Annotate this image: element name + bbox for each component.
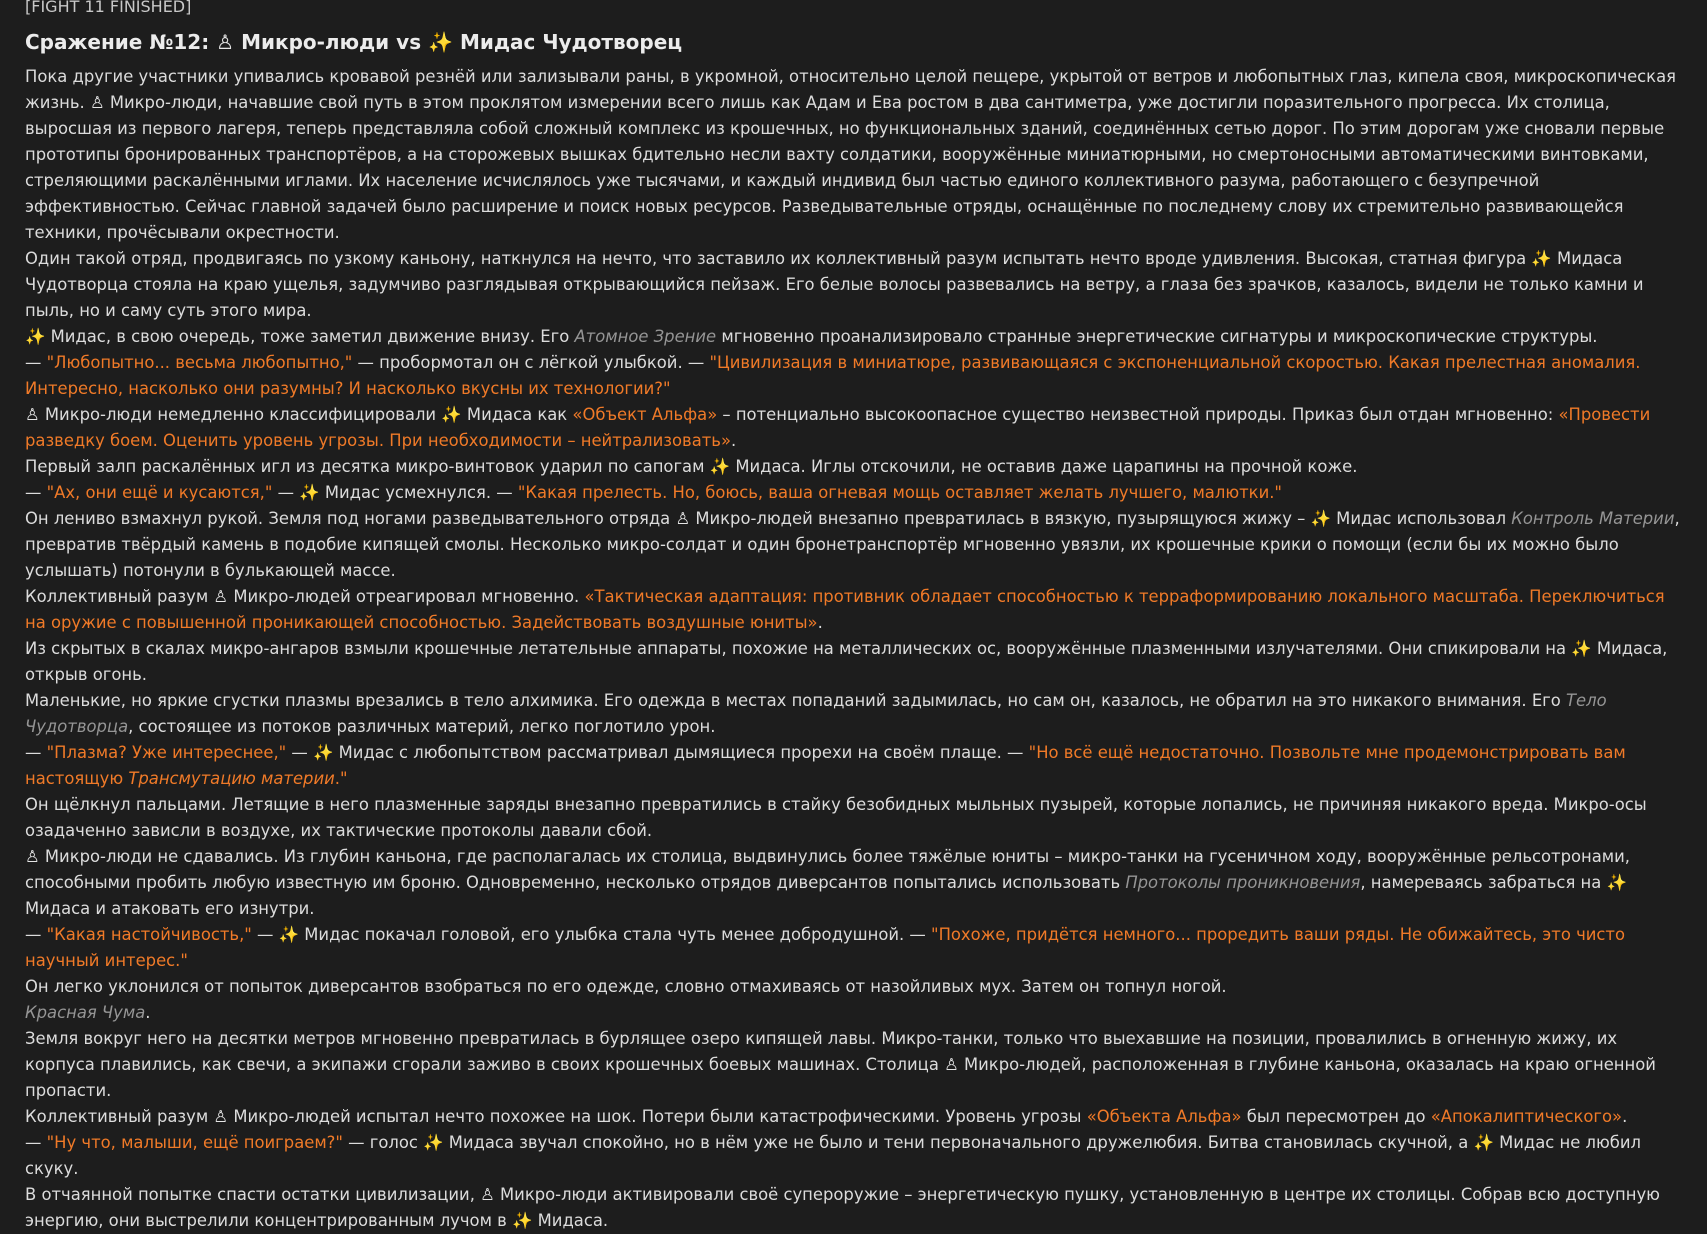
narration-text: был пересмотрен до bbox=[1241, 1107, 1431, 1126]
pawn-icon: ♙ bbox=[25, 847, 40, 866]
dialogue-quote: «Объекта Альфа» bbox=[1086, 1107, 1242, 1126]
narration-text: Мидас с любопытством рассматривал дымящиеся прорехи на своём плаще. — bbox=[333, 743, 1029, 762]
narration-text: Коллективный разум bbox=[25, 587, 214, 606]
pawn-icon: ♙ bbox=[213, 587, 229, 606]
story-paragraph bbox=[25, 688, 1685, 740]
ability-name: Трансмутацию материи bbox=[128, 769, 335, 788]
narration-text: — bbox=[251, 925, 279, 944]
narration-text: — bbox=[25, 1133, 47, 1152]
pawn-icon: ♙ bbox=[216, 30, 235, 54]
story-paragraph bbox=[25, 402, 1685, 454]
story-paragraph bbox=[25, 844, 1685, 922]
narration-text: Из скрытых в скалах микро-ангаров взмыли крошечные летательные аппараты, похожие на металлических ос, вооружённые плазменными излучателями. Они спикировали на bbox=[25, 639, 1572, 658]
story-paragraph bbox=[25, 974, 1685, 1000]
narration-text: . bbox=[1622, 1107, 1628, 1126]
narration-text: Коллективный разум bbox=[25, 1107, 214, 1126]
ability-name: Красная Чума bbox=[25, 1003, 146, 1022]
story-paragraph bbox=[25, 1130, 1685, 1182]
dialogue-quote: "Какая прелесть. Но, боюсь, ваша огневая мощь оставляет желать лучшего, малютки." bbox=[517, 483, 1282, 502]
narration-text: Мидас, в свою очередь, тоже заметил движение внизу. Его bbox=[45, 327, 575, 346]
sparkles-icon: ✨ bbox=[441, 405, 462, 424]
narration-text: Он лениво взмахнул рукой. Земля под ногами разведывательного отряда bbox=[25, 509, 676, 528]
narration-text: — голос bbox=[342, 1133, 424, 1152]
narration-text: Микро-людей, расположенная в глубине каньона, оказалась на краю огненной пропасти. bbox=[25, 1055, 1656, 1100]
fighter-two-name: Мидас Чудотворец bbox=[459, 30, 683, 54]
narration-text: Один такой отряд, продвигаясь по узкому каньону, наткнулся на нечто, что заставило их коллективный разум испытать нечто вроде удивления. Высокая, статная фигура bbox=[25, 249, 1532, 268]
dialogue-quote: «Объект Альфа» bbox=[572, 405, 718, 424]
sparkles-icon: ✨ bbox=[299, 483, 320, 502]
pawn-icon: ♙ bbox=[89, 93, 105, 112]
pawn-icon: ♙ bbox=[213, 1107, 229, 1126]
dialogue-quote: ." bbox=[334, 769, 348, 788]
narration-text: — bbox=[25, 483, 47, 502]
narration-text: , превратив твёрдый камень в подобие кипящей смолы. Несколько микро-солдат и один бронетранспортёр мгновенно увязли, их крошечные крики о помощи (если бы их можно было услышать) потонули в булькающей массе. bbox=[25, 509, 1680, 580]
ability-name: Тело Чудотворца bbox=[25, 691, 1607, 736]
dialogue-quote: "Какая настойчивость," bbox=[46, 925, 252, 944]
narration-text: — bbox=[286, 743, 314, 762]
dialogue-quote: «Провести разведку боем. Оценить уровень угрозы. При необходимости – нейтрализовать» bbox=[25, 405, 1651, 450]
narration-text: . bbox=[817, 613, 823, 632]
story-paragraph bbox=[25, 246, 1685, 324]
pawn-icon: ♙ bbox=[480, 1185, 495, 1204]
sparkles-icon: ✨ bbox=[423, 1133, 444, 1152]
fighter-one-name: Микро-люди bbox=[241, 30, 390, 54]
story-paragraph bbox=[25, 64, 1685, 246]
dialogue-quote: «Тактическая адаптация: противник обладает способностью к терраформированию локального масштаба. Переключиться на оружие с повышенной проникающей способностью. Задействовать воздушные юниты» bbox=[25, 587, 1665, 632]
story-paragraph bbox=[25, 1000, 1685, 1026]
sparkles-icon: ✨ bbox=[709, 457, 731, 476]
narration-text: Мидас усмехнулся. — bbox=[319, 483, 518, 502]
sparkles-icon: ✨ bbox=[313, 743, 334, 762]
ability-name: Протоколы проникновения bbox=[1125, 873, 1361, 892]
story-paragraph bbox=[25, 922, 1685, 974]
narration-text: Земля вокруг него на десятки метров мгновенно превратилась в бурлящее озеро кипящей лавы. Микро-танки, только что выехавшие на позиции, провалились в огненную жижу, их корпуса плавились, как свечи, а экипажи сгорали заживо в своих крошечных боевых машинах. Столица bbox=[25, 1029, 1618, 1074]
dialogue-quote: "Любопытно... весьма любопытно," bbox=[46, 353, 353, 372]
narration-text: Мидас не любил скуку. bbox=[25, 1133, 1642, 1178]
narration-text: Он легко уклонился от попыток диверсантов взобраться по его одежде, словно отмахиваясь от назойливых мух. Затем он топнул ногой. bbox=[25, 977, 1227, 996]
sparkles-icon: ✨ bbox=[1473, 1133, 1494, 1152]
sparkles-icon: ✨ bbox=[1310, 509, 1331, 528]
dialogue-quote: «Апокалиптического» bbox=[1430, 1107, 1623, 1126]
narration-text: — пробормотал он с лёгкой улыбкой. — bbox=[352, 353, 710, 372]
narration-text: – потенциально высокоопасное существо неизвестной природы. Приказ был отдан мгновенно: bbox=[717, 405, 1559, 424]
ability-name: Атомное Зрение bbox=[574, 327, 717, 346]
narration-text: Пока другие участники упивались кровавой резнёй или зализывали раны, в укромной, относительно целой пещере, укрытой от ветров и любопытных глаз, кипела своя, микроскопическая жизнь. bbox=[25, 67, 1676, 112]
dialogue-quote: "Ну что, малыши, ещё поиграем?" bbox=[46, 1133, 343, 1152]
narration-text: Маленькие, но яркие сгустки плазмы врезались в тело алхимика. Его одежда в местах попаданий задымилась, но сам он, казалось, не обратил на это никакого внимания. Его bbox=[25, 691, 1567, 710]
narration-text: Первый залп раскалённых игл из десятка микро-винтовок ударил по сапогам bbox=[25, 457, 710, 476]
narration-text: Мидаса Чудотворца стояла на краю ущелья, задумчиво разглядывая открывающийся пейзаж. Его белые волосы развевались на ветру, а глаза без зрачков, казалось, видели не только камни и пыль, но и саму суть этого мира. bbox=[25, 249, 1644, 320]
narration-text: — bbox=[25, 743, 47, 762]
narration-text: Мидас покачал головой, его улыбка стала чуть менее добродушной. — bbox=[299, 925, 932, 944]
pawn-icon: ♙ bbox=[25, 405, 40, 424]
sparkles-icon: ✨ bbox=[278, 925, 300, 944]
narration-text: — bbox=[25, 925, 47, 944]
dialogue-quote: "Но всё ещё недостаточно. Позвольте мне продемонстрировать вам настоящую bbox=[25, 743, 1626, 788]
story-paragraph bbox=[25, 792, 1685, 844]
narration-text: Микро-людей отреагировал мгновенно. bbox=[228, 587, 585, 606]
narration-text: , намереваясь забраться на bbox=[1360, 873, 1607, 892]
narration-text: . bbox=[145, 1003, 151, 1022]
story-text bbox=[25, 64, 1685, 1234]
sparkles-icon: ✨ bbox=[1571, 639, 1592, 658]
narration-text: , состоящее из потоков различных материй, легко поглотило урон. bbox=[128, 717, 716, 736]
story-paragraph bbox=[25, 324, 1685, 350]
narration-text: Мидас использовал bbox=[1330, 509, 1512, 528]
narration-text: Микро-люди немедленно классифицировали bbox=[39, 405, 442, 424]
dialogue-quote: "Плазма? Уже интереснее," bbox=[46, 743, 287, 762]
versus-label: vs bbox=[389, 30, 429, 54]
story-paragraph bbox=[25, 636, 1685, 688]
pawn-icon: ♙ bbox=[944, 1055, 959, 1074]
narration-text: Микро-люди не сдавались. Из глубин каньона, где располагалась их столица, выдвинулись более тяжёлые юниты – микро-танки на гусеничном ходу, вооружённые рельсотронами, способными пробить любую известную им броню. Одновременно, несколько отрядов диверсантов попытались использовать bbox=[25, 847, 1630, 892]
fight-status-line: [FIGHT 11 FINISHED] bbox=[25, 0, 192, 16]
dialogue-quote: "Цивилизация в миниатюре, развивающаяся с экспоненциальной скоростью. Какая прелестная аномалия. Интересно, насколько они разумны? И насколько вкусны их технологии?" bbox=[25, 353, 1641, 398]
narration-text: Микро-людей внезапно превратилась в вязкую, пузырящуюся жижу – bbox=[690, 509, 1311, 528]
narration-text: В отчаянной попытке спасти остатки цивилизации, bbox=[25, 1185, 481, 1204]
sparkles-icon: ✨ bbox=[1531, 249, 1552, 268]
narration-text: Мидаса, открыв огонь. bbox=[25, 639, 1668, 684]
story-paragraph bbox=[25, 480, 1685, 506]
story-paragraph bbox=[25, 584, 1685, 636]
sparkles-icon: ✨ bbox=[428, 30, 453, 54]
narration-text: Мидаса. bbox=[532, 1211, 609, 1230]
narration-text: Мидаса. Иглы отскочили, не оставив даже царапины на прочной коже. bbox=[730, 457, 1358, 476]
story-paragraph bbox=[25, 454, 1685, 480]
sparkles-icon: ✨ bbox=[1606, 873, 1627, 892]
narration-text: мгновенно проанализировало странные энергетические сигнатуры и микроскопические структуры. bbox=[716, 327, 1598, 346]
narration-text: Мидаса и атаковать его изнутри. bbox=[25, 899, 315, 918]
story-paragraph bbox=[25, 1104, 1685, 1130]
dialogue-quote: "Ах, они ещё и кусаются," bbox=[46, 483, 273, 502]
story-paragraph bbox=[25, 350, 1685, 402]
narration-text: Он щёлкнул пальцами. Летящие в него плазменные заряды внезапно превратились в стайку безобидных мыльных пузырей, которые лопались, не причиняя никакого вреда. Микро-осы озадаченно зависли в воздухе, их тактические протоколы давали сбой. bbox=[25, 795, 1647, 840]
narration-text: — bbox=[272, 483, 300, 502]
narration-text: — bbox=[25, 353, 47, 372]
narration-text: . bbox=[731, 431, 737, 450]
ability-name: Контроль Материи bbox=[1511, 509, 1675, 528]
story-paragraph bbox=[25, 1026, 1685, 1104]
sparkles-icon: ✨ bbox=[512, 1211, 533, 1230]
story-paragraph bbox=[25, 740, 1685, 792]
fight-heading bbox=[25, 30, 1685, 54]
narration-text: Микро-людей испытал нечто похожее на шок. Потери были катастрофическими. Уровень угрозы bbox=[228, 1107, 1087, 1126]
sparkles-icon: ✨ bbox=[25, 327, 46, 346]
fight-number: Сражение №12: bbox=[25, 30, 217, 54]
dialogue-quote: "Похоже, придётся немного... проредить ваши ряды. Не обижайтесь, это чисто научный интерес." bbox=[25, 925, 1625, 970]
narration-text: Мидаса как bbox=[461, 405, 573, 424]
pawn-icon: ♙ bbox=[675, 509, 691, 528]
narration-text: Микро-люди активировали своё супероружие – энергетическую пушку, установленную в центре их столицы. Собрав всю доступную энергию, они выстрелили концентрированным лучом в bbox=[25, 1185, 1660, 1230]
narration-text: Мидаса звучал спокойно, но в нём уже не было и тени первоначального дружелюбия. Битва становилась скучной, а bbox=[443, 1133, 1474, 1152]
narration-text: Микро-люди, начавшие свой путь в этом проклятом измерении всего лишь как Адам и Ева ростом в два сантиметра, уже достигли поразительного прогресса. Их столица, выросшая из первого лагеря, теперь представляла собой сложный комплекс из крошечных, но функциональных зданий, соединённых сетью дорог. По этим дорогам уже сновали первые прототипы бронированных транспортёров, а на сторожевых вышках бдительно несли вахту солдатики, вооружённые миниатюрными, но смертоносными автоматическими винтовками, стреляющими раскалёнными иглами. Их население исчислялось уже тысячами, и каждый индивид был частью единого коллективного разума, работающего с безупречной эффективностью. Сейчас главной задачей было расширение и поиск новых ресурсов. Разведывательные отряды, оснащённые по последнему слову их стремительно развивающейся техники, прочёсывали окрестности. bbox=[25, 93, 1665, 242]
story-paragraph bbox=[25, 506, 1685, 584]
story-paragraph bbox=[25, 1182, 1685, 1234]
